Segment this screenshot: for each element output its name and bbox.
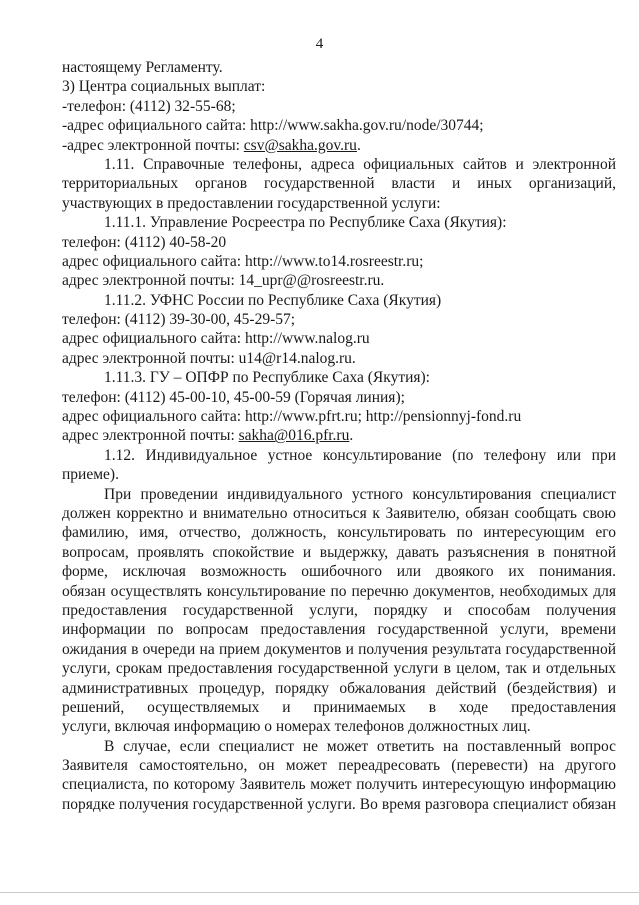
text-line [62, 640, 616, 659]
text-line [62, 679, 616, 698]
text-line [62, 543, 616, 562]
line-text: услуги, включая информацию о номерах телефонов должностных лиц. [62, 718, 531, 736]
line-text: 1.11.3. ГУ – ОПФР по Республике Саха (Якутия): [104, 369, 430, 387]
line-text: телефон: (4112) 39-30-00, 45-29-57; [62, 311, 296, 329]
line-text: приеме). [62, 466, 119, 484]
text-line [62, 174, 616, 193]
line-text: адрес электронной почты: [62, 427, 239, 445]
line-punctuation: . [356, 136, 361, 154]
text-line [62, 349, 616, 368]
text-line [62, 388, 616, 407]
line-text: телефон: (4112) 40-58-20 [62, 233, 227, 251]
text-line [62, 271, 616, 290]
text-line [62, 523, 616, 542]
line-text: решений, осуществляемых и принимаемых в ходе предоставления [62, 698, 616, 716]
text-line [62, 329, 616, 348]
line-text: услуги, срокам предоставления государственной услуги в целом, так и отдельных [62, 660, 616, 678]
line-text: обязан осуществлять консультирование по перечню документов, необходимых для [62, 582, 616, 600]
text-line [62, 562, 616, 581]
email-link[interactable]: csv@sakha.gov.ru [243, 136, 357, 154]
line-text: адрес электронной почты: 14_upr@@rosreestr.ru. [62, 272, 385, 290]
line-text: участвующих в предоставлении государственной услуги: [62, 194, 441, 212]
line-text: адрес электронной почты: u14@r14.nalog.ru. [62, 349, 356, 367]
text-line [62, 58, 616, 77]
text-line [62, 582, 616, 601]
text-line [62, 795, 616, 814]
text-line [62, 194, 616, 213]
line-text: 3) Центра социальных выплат: [62, 78, 266, 96]
text-line [62, 504, 616, 523]
line-text: специалиста, по которому Заявитель может получить интересующую информацию [62, 776, 616, 794]
line-text: -адрес электронной почты: [62, 136, 244, 154]
text-line [62, 737, 616, 756]
line-text: 1.11.2. УФНС России по Республике Саха (Якутия) [104, 291, 442, 309]
line-text: 1.11.1. Управление Росреестра по Республике Саха (Якутия): [104, 214, 507, 232]
text-line [62, 465, 616, 484]
text-line [62, 775, 616, 794]
line-text: -адрес официального сайта: http://www.sakha.gov.ru/node/30744; [62, 117, 484, 135]
text-line [62, 717, 616, 736]
line-text: информации по вопросам предоставления государственной услуги, времени [62, 621, 616, 639]
line-text: ожидания в очереди на прием документов и получения результата государственной [62, 640, 616, 658]
line-punctuation: . [349, 427, 354, 445]
text-line [62, 698, 616, 717]
line-text: территориальных органов государственной власти и иных организаций, [62, 175, 616, 193]
line-text: адрес официального сайта: http://www.to14.rosreestr.ru; [62, 252, 424, 270]
line-text: административных процедур, порядку обжалования действий (бездействия) и [62, 679, 616, 697]
text-line [62, 368, 616, 387]
text-line [62, 252, 616, 271]
text-line [62, 310, 616, 329]
text-line [62, 407, 616, 426]
line-text: 1.12. Индивидуальное устное консультирование (по телефону или при [104, 446, 616, 464]
text-line [62, 659, 616, 678]
line-text: вопросам, проявлять спокойствие и выдержку, давать разъяснения в понятной [62, 543, 616, 561]
text-line [62, 485, 616, 504]
line-text: фамилию, имя, отчество, должность, консультировать по интересующим его [62, 524, 616, 542]
text-line [62, 155, 616, 174]
line-text: телефон: (4112) 45-00-10, 45-00-59 (Горячая линия); [62, 388, 405, 406]
line-text: -телефон: (4112) 32-55-68; [62, 97, 236, 115]
text-line [62, 756, 616, 775]
text-line [62, 620, 616, 639]
text-line [62, 136, 616, 155]
line-text: 1.11. Справочные телефоны, адреса официальных сайтов и электронной [104, 155, 616, 173]
text-line [62, 213, 616, 232]
email-link[interactable]: sakha@016.pfr.ru [238, 427, 350, 445]
line-text: В случае, если специалист не может ответить на поставленный вопрос [104, 737, 616, 755]
line-text: Заявителя самостоятельно, он может переадресовать (перевести) на другого [62, 757, 616, 775]
line-text: адрес официального сайта: http://www.nalog.ru [62, 330, 370, 348]
line-text: предоставления государственной услуги, порядку и способам получения [62, 601, 616, 619]
text-line [62, 97, 616, 116]
line-text: настоящему Регламенту. [62, 59, 223, 76]
line-text: При проведении индивидуального устного консультирования специалист [104, 485, 616, 503]
page-bottom-edge [0, 892, 639, 893]
text-line [62, 601, 616, 620]
text-line [62, 446, 616, 465]
text-line [62, 291, 616, 310]
text-line [62, 233, 616, 252]
line-text: порядке получения государственной услуги. Во время разговора специалист обязан [62, 795, 616, 813]
document-body [62, 58, 616, 814]
page-number: 4 [315, 36, 324, 52]
text-line [62, 77, 616, 96]
text-line [62, 426, 616, 445]
text-line [62, 116, 616, 135]
line-text: адрес официального сайта: http://www.pfrt.ru; http://pensionnyj-fond.ru [62, 408, 522, 426]
line-text: должен корректно и внимательно относиться к Заявителю, обязан сообщать свою [62, 504, 616, 522]
line-text: форме, исключая возможность ошибочного или двоякого их понимания. [62, 563, 616, 581]
